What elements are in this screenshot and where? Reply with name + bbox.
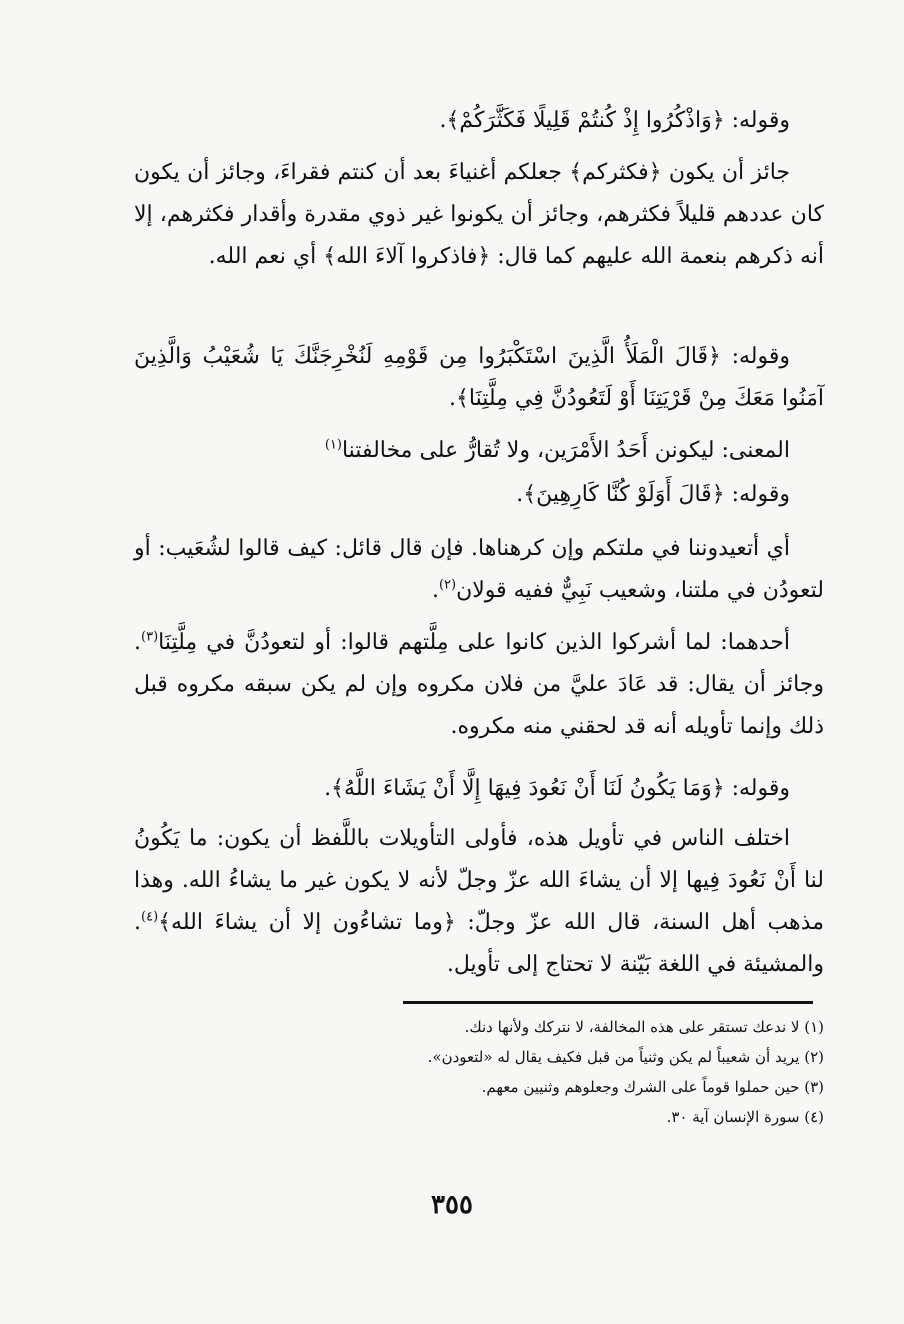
- paragraph-1: وقوله: ﴿وَاذْكُرُوا إِذْ كُنتُمْ قَلِيلًا فَكَثَّرَكُمْ﴾.: [439, 108, 790, 133]
- paragraph-2: جائز أن يكون ﴿فكثركم﴾ جعلكم أغنياءَ بعد أن كنتم فقراءَ، وجائز أن يكون كان عددهم قليلاً فكثرهم، وجائز أن يكونوا غير ذوي مقدرة وأقدار فكثرهم، إلا أنه ذكرهم بنعمة الله عليهم كما قال: ﴿فاذكروا آلاءَ الله﴾ أي نعم الله.: [134, 160, 824, 269]
- footnote-4: (٤) سورة الإنسان آية ٣٠.: [666, 1108, 824, 1126]
- footnote-ref-2: (٢): [438, 577, 457, 593]
- footnote-3: (٣) حين حملوا قوماً على الشرك وجعلوهم وثنيين معهم.: [481, 1078, 824, 1096]
- paragraph-9: اختلف الناس في تأويل هذه، فأولى التأويلات باللَّفظ أن يكون: ما يَكُونُ لنا أَنْ نَعُودَ فِيها إلا أن يشاءَ الله عزّ وجلّ لأنه لا يكون غير ما يشاءُ الله. وهذا مذهب أهل السنة، قال الله عزّ وجلّ: ﴿وما تشاءُون إلا أن يشاءَ الله﴾: [134, 826, 824, 935]
- footnote-ref-4: (٤): [141, 909, 159, 925]
- footnote-divider: [403, 1001, 813, 1004]
- verse-quote-3: [134, 474, 824, 516]
- paragraph-9-tail: . والمشيئة في اللغة بَيّنة لا تحتاج إلى تأويل.: [134, 910, 824, 977]
- footnotes: [384, 1012, 824, 1132]
- footnote-ref-3: (٣): [141, 629, 159, 645]
- paragraph-5: وقوله: ﴿قَالَ أَوَلَوْ كُنَّا كَارِهِينَ﴾.: [516, 482, 790, 507]
- footnote-1: (١) لا ندعك تستقر على هذه المخالفة، لا نتركك ولأنها دنك.: [464, 1018, 824, 1036]
- paragraph-7: أحدهما: لما أشركوا الذين كانوا على مِلَّتهم قالوا: أو لتعودُنَّ في مِلَّتِنَا: [158, 630, 790, 655]
- page-number: ٣٥٥: [431, 1190, 473, 1220]
- footnote-ref-1: (١): [324, 437, 342, 453]
- paragraph-8: وقوله: ﴿وَمَا يَكُونُ لَنَا أَنْ نَعُودَ فِيهَا إِلَّا أَنْ يَشَاءَ اللَّهُ﴾.: [324, 776, 790, 801]
- commentary-2: أي أتعيدوننا في ملتكم وإن كرهناها. فإن قال قائل: كيف قالوا لشُعَيب: أو لتعودُن في ملتنا، وشعيب نَبِيٌّ ففيه قولان$^{(٢)}$.: [134, 536, 824, 603]
- paragraph-6: أي أتعيدوننا في ملتكم وإن كرهناها. فإن قال قائل: كيف قالوا لشُعَيب: أو لتعودُن في ملتنا، وشعيب نَبِيٌّ ففيه قولان: [134, 536, 824, 603]
- paragraph-4: المعنى: ليكونن أَحَدُ الأَمْرَين، ولا تُقارُّ على مخالفتنا: [341, 438, 790, 463]
- commentary-3: [134, 622, 824, 748]
- footnote-2: (٢) يريد أن شعيباً لم يكن وثنياً من قبل فكيف يقال له «لتعودن».: [427, 1048, 824, 1066]
- verse-quote-2: [134, 336, 824, 420]
- meaning-line: [134, 430, 824, 472]
- verse-quote-4: [134, 768, 824, 810]
- paragraph-7-tail: . وجائز أن يقال: قد عَادَ عليَّ من فلان مكروه وإن لم يكن سبقه مكروه قبل ذلك وإنما تأويله أنه قد لحقني منه مكروه.: [134, 630, 824, 739]
- verse-quote-1: [134, 100, 824, 142]
- commentary-1: [134, 152, 824, 278]
- paragraph-3: وقوله: ﴿قَالَ الْمَلَأُ الَّذِينَ اسْتَكْبَرُوا مِن قَوْمِهِ لَنُخْرِجَنَّكَ يَا شُعَيْبُ وَالَّذِينَ آمَنُوا مَعَكَ مِنْ قَرْيَتِنَا أَوْ لَتَعُودُنَّ فِي مِلَّتِنَا﴾.: [134, 344, 824, 411]
- commentary-4: [134, 818, 824, 986]
